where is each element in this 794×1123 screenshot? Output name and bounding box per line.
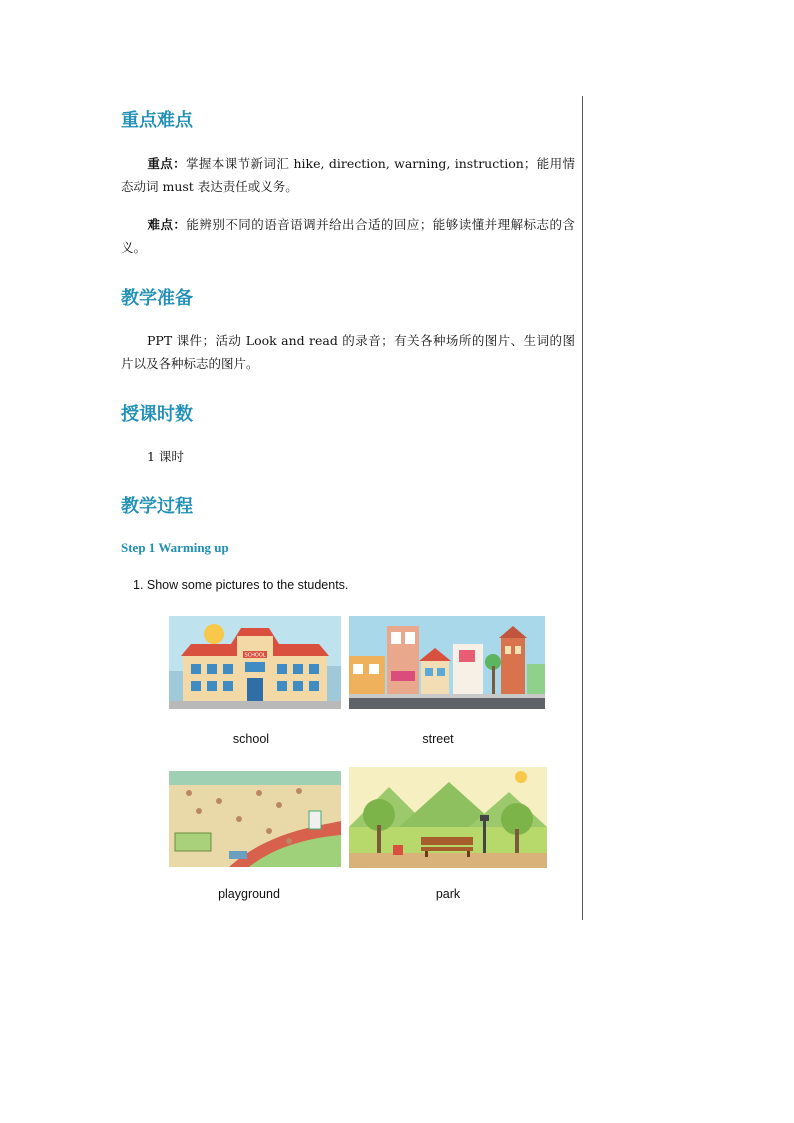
caption-street: street <box>422 732 454 746</box>
heading-hours: 授课时数 <box>121 404 193 425</box>
heading-process: 教学过程 <box>121 496 193 517</box>
focus-paragraph <box>121 152 575 198</box>
heading-key-points: 重点难点 <box>121 110 193 131</box>
focus-text: 掌握本课节新词汇 hike, direction, warning, instruction；能用情态动词 must 表达责任或义务。 <box>121 156 575 194</box>
street-picture <box>349 616 545 709</box>
heading-preparation: 教学准备 <box>121 288 193 309</box>
school-sign-text: SCHOOL <box>244 652 266 659</box>
hours-text: 1 课时 <box>147 449 184 464</box>
school-picture <box>169 616 341 709</box>
difficulty-paragraph <box>121 213 575 259</box>
preparation-text: PPT 课件；活动 Look and read 的录音；有关各种场所的图片、生词的图片以及各种标志的图片。 <box>121 333 575 371</box>
hours-paragraph <box>121 445 575 468</box>
park-picture <box>349 767 547 868</box>
playground-picture <box>169 771 341 867</box>
focus-label: 重点： <box>147 156 187 171</box>
preparation-paragraph <box>121 329 575 375</box>
caption-school: school <box>232 732 270 746</box>
caption-playground: playground <box>218 887 280 901</box>
caption-park: park <box>435 887 461 901</box>
page-margin-line <box>582 96 583 920</box>
step-heading: Step 1 Warming up <box>121 540 229 555</box>
difficulty-label: 难点： <box>147 217 187 232</box>
difficulty-text: 能辨别不同的语音语调并给出合适的回应；能够读懂并理解标志的含义。 <box>121 217 575 255</box>
list-item: 1. Show some pictures to the students. <box>133 578 349 592</box>
